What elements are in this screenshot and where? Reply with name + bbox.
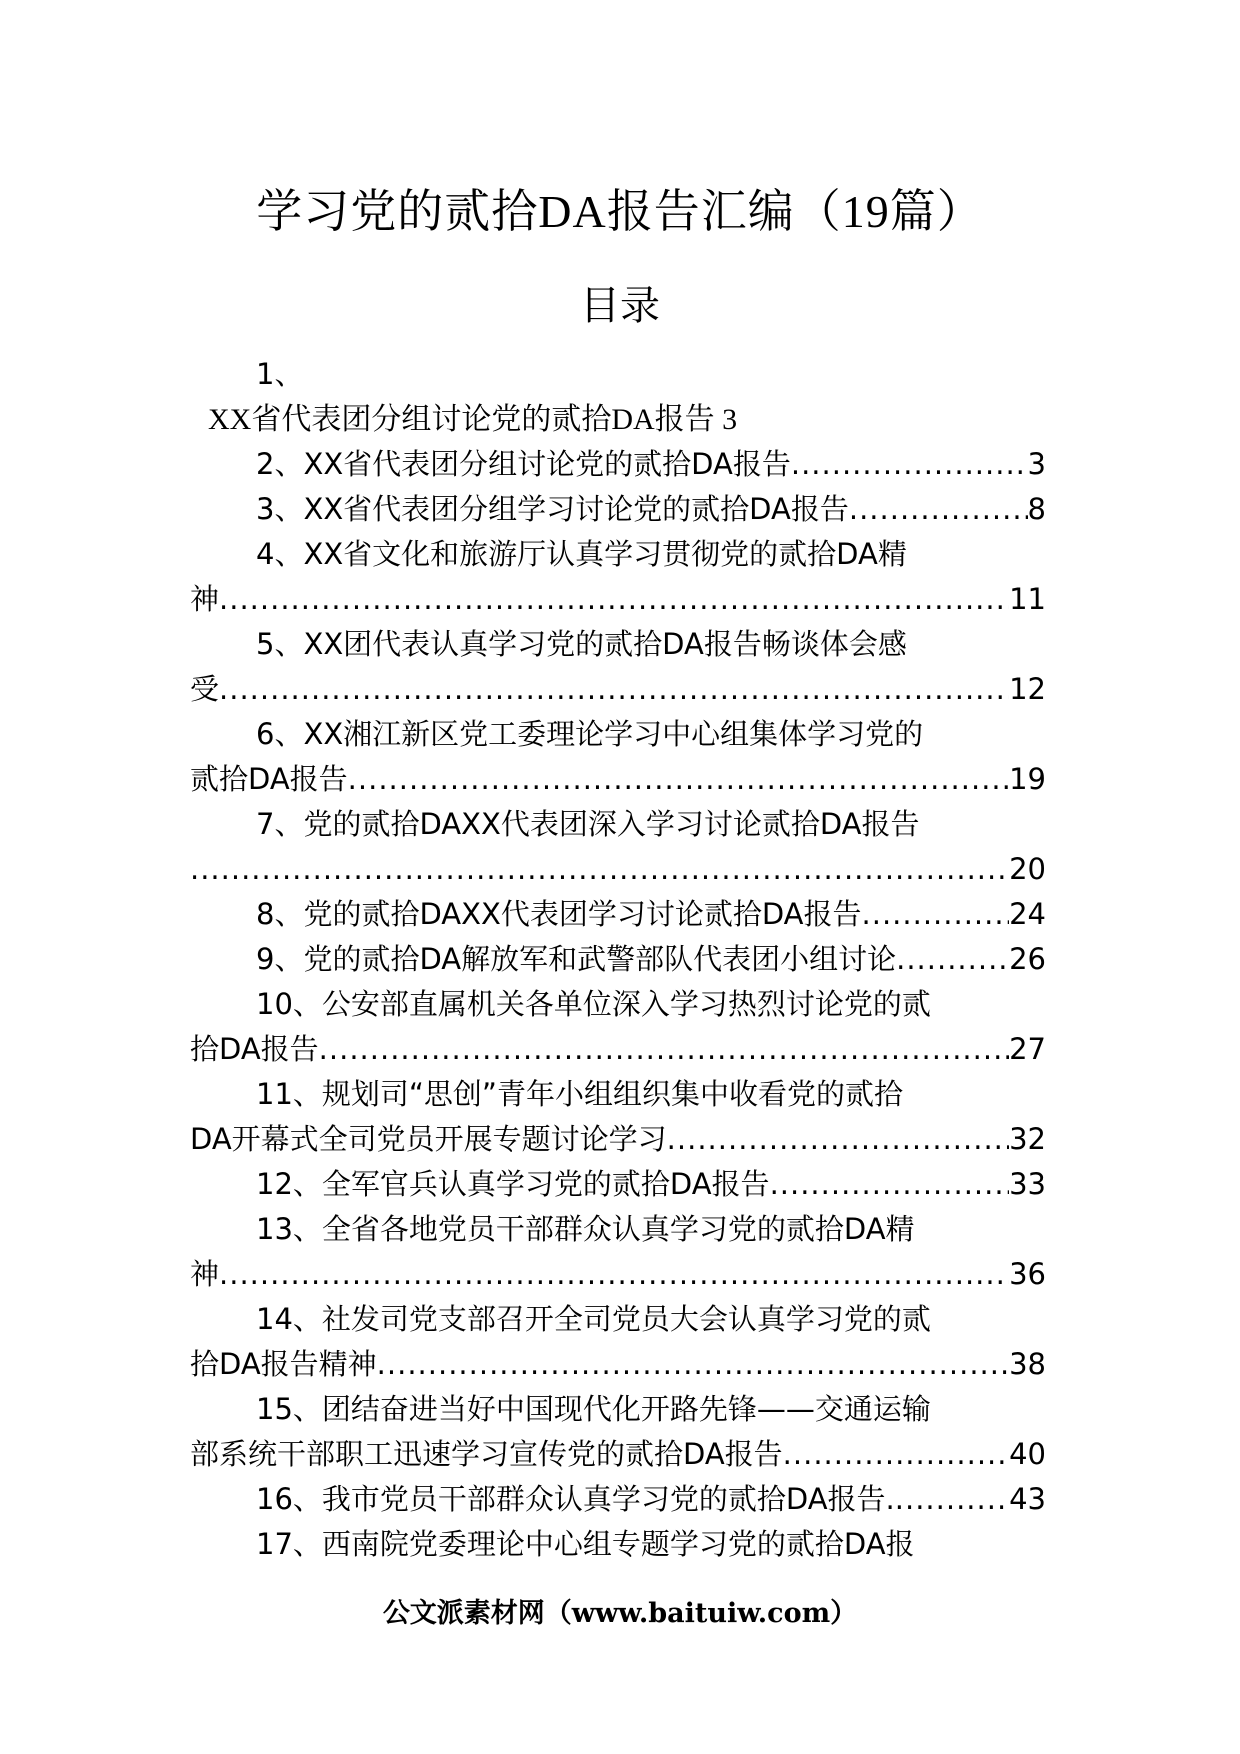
document-title: 学习党的贰拾DA报告汇编（19篇） [256,186,984,237]
dot-leader [348,757,1009,802]
toc-entry[interactable] [190,1207,1046,1297]
toc-entry[interactable] [190,982,1046,1072]
toc-entry-title-continued: 贰拾DA报告 [190,762,348,796]
toc-entry-title: 4、XX省文化和旅游厅认真学习贯彻党的贰拾DA精 [256,537,907,571]
toc-entry[interactable] [190,892,1046,937]
toc-entry[interactable] [190,532,1046,622]
dot-leader [862,892,1010,937]
toc-page-number: 36 [1009,1257,1046,1291]
dot-leader [377,1342,1009,1387]
dot-leader [219,577,1009,622]
toc-heading: 目录 [580,283,660,329]
toc-entry[interactable] [190,622,1046,712]
toc-entry-title: 7、党的贰拾DAXX代表团深入学习讨论贰拾DA报告 [256,807,920,841]
toc-entry[interactable] [190,487,1046,532]
toc-entry-title: 5、XX团代表认真学习党的贰拾DA报告畅谈体会感 [256,627,907,661]
toc-entry-title: 8、党的贰拾DAXX代表团学习讨论贰拾DA报告 [256,897,862,931]
toc-entry-title: 17、西南院党委理论中心组专题学习党的贰拾DA报 [256,1527,915,1561]
table-of-contents [190,352,1046,1567]
dot-leader [896,937,1009,982]
dot-leader [667,1117,1009,1162]
toc-entry-title: 16、我市党员干部群众认真学习党的贰拾DA报告. [256,1482,895,1516]
toc-entry[interactable] [190,1162,1046,1207]
toc-page-number: 8 [1027,492,1046,526]
dot-leader [849,487,1028,532]
toc-page-number: 43 [1009,1482,1046,1516]
toc-entry[interactable] [190,937,1046,982]
toc-page-number: 40 [1009,1437,1046,1471]
toc-page-number: 12 [1009,672,1046,706]
toc-page-number: 19 [1009,762,1046,796]
toc-entry[interactable] [190,1387,1046,1477]
toc-page-number: 24 [1009,897,1046,931]
dot-leader [190,847,1009,892]
toc-entry-title: 10、公安部直属机关各单位深入学习热烈讨论党的贰 [256,987,931,1021]
dot-leader [895,1477,1009,1522]
dot-leader [770,1162,1010,1207]
toc-entry-title: 12、全军官兵认真学习党的贰拾DA报告 [256,1167,770,1201]
toc-entry-title-continued: 神 [190,1257,220,1291]
toc-entry-title: 13、全省各地党员干部群众认真学习党的贰拾DA精 [256,1212,915,1246]
toc-page-number: 3 [1027,447,1046,481]
dot-leader [219,667,1009,712]
toc-page-number: 38 [1009,1347,1046,1381]
toc-entry-title-continued: 受 [190,672,220,706]
toc-entry-title: 11、规划司“思创”青年小组组织集中收看党的贰拾 [256,1077,903,1111]
toc-entry[interactable] [190,1072,1046,1162]
toc-entry-title-continued: 拾DA报告精神 [190,1347,377,1381]
toc-page-number: 33 [1009,1167,1046,1201]
toc-entry[interactable] [190,1477,1046,1522]
toc-page-number: 11 [1009,582,1046,616]
toc-page-number: 20 [1009,852,1046,886]
toc-page-number: 27 [1009,1032,1046,1066]
toc-entry-title-continued: 神 [190,582,220,616]
toc-entry-title: 15、团结奋进当好中国现代化开路先锋——交通运输 [256,1392,931,1426]
toc-entry-title: 6、XX湘江新区党工委理论学习中心组集体学习党的 [256,717,924,751]
toc-entry[interactable] [190,802,1046,892]
dot-leader [319,1027,1009,1072]
toc-entry[interactable] [190,352,1046,442]
toc-entry[interactable] [190,712,1046,802]
toc-entry-title-continued: 拾DA报告 [190,1032,319,1066]
toc-entry-title: 3、XX省代表团分组学习讨论党的贰拾DA报告 [256,492,849,526]
toc-entry-title: 9、党的贰拾DA解放军和武警部队代表团小组讨论 [256,942,897,976]
footer-watermark: 公文派素材网（www.baituiw.com） [382,1598,858,1629]
toc-entry-title-continued: DA开幕式全司党员开展专题讨论学习 [190,1122,667,1156]
toc-entry-title: 2、XX省代表团分组讨论党的贰拾DA报告 [256,447,791,481]
toc-entry-title: 14、社发司党支部召开全司党员大会认真学习党的贰 [256,1302,931,1336]
toc-entry[interactable] [190,1297,1046,1387]
dot-leader [791,442,1028,487]
dot-leader [219,1252,1009,1297]
toc-entry[interactable] [190,1522,1046,1567]
toc-entry[interactable] [190,442,1046,487]
toc-entry-number: 1、 [256,357,304,391]
toc-entry-title-continued: 部系统干部职工迅速学习宣传党的贰拾DA报告 [190,1437,783,1471]
dot-leader [783,1432,1009,1477]
toc-page-number: 26 [1009,942,1046,976]
toc-page-number: 32 [1009,1122,1046,1156]
toc-entry-title: XX省代表团分组讨论党的贰拾DA报告 3 [208,403,738,436]
